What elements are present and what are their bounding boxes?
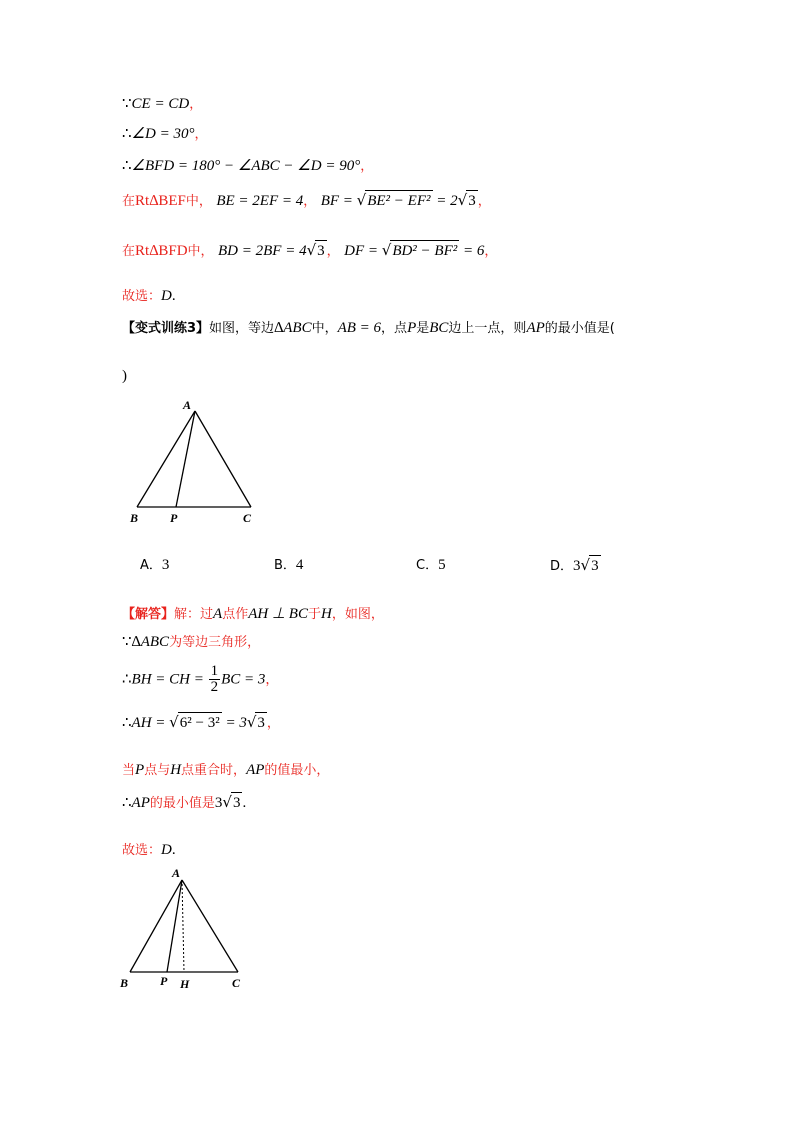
radicand-df: BD² − BF² [390, 240, 459, 261]
line-rt-bfd: 在Rt∆BFD中， BD = 2BF = 4√3 ， DF = √BD² − BF² = 6， [122, 241, 498, 259]
line-rt-bef: 在Rt∆BEF中， BE = 2EF = 4， BF = √BE² − EF² = 2√3 ， [122, 191, 491, 209]
side-ac [182, 880, 238, 972]
eq-angle-d: ∠D = 30° [131, 126, 195, 142]
eq-angle-bfd: ∠BFD = 180° − ∠ABC − ∠D = 90° [131, 158, 361, 174]
label-p: P [170, 511, 178, 525]
option-c[interactable]: C．5 [416, 557, 446, 573]
side-ac [195, 411, 251, 507]
question-tag: 【变式训练3】 [122, 321, 210, 336]
line-angle-bfd: ∴∠BFD = 180° − ∠ABC − ∠D = 90°， [122, 158, 374, 174]
label-b: B [120, 976, 129, 990]
label-a: A [172, 866, 181, 880]
solution-tag: 【解答】 [122, 607, 175, 622]
line-ce-eq-cd: ∵CE = CD， [122, 96, 203, 112]
question-close: ) [122, 368, 127, 384]
solution-line-4: ∴AH = √6² − 3² = 3√3 ， [122, 713, 280, 731]
segment-ap [176, 411, 195, 507]
label-a: A [183, 398, 192, 412]
answer-line-2: 故选：D. [122, 842, 176, 858]
label-p: P [160, 974, 168, 988]
solution-line-1: 【解答】解：过A点作AH ⊥ BC于H，如图， [122, 606, 384, 622]
question-line: 【变式训练3】如图，等边∆ABC中，AB = 6，点P是BC边上一点，则AP的最小值是( [122, 320, 615, 336]
radicand-bf: BE² − EF² [365, 190, 432, 211]
answer-line-1: 故选：D. [122, 288, 176, 304]
eq-ce-cd: CE = CD [131, 96, 190, 112]
solution-line-3: ∴BH = CH = $\frac{1}{2}$ BC = 3， [122, 663, 279, 695]
label-c: C [232, 976, 241, 990]
solution-line-6: ∴AP的最小值是3√3 . [122, 793, 247, 811]
option-d[interactable]: D．3√3 [550, 556, 599, 574]
line-angle-d: ∴∠D = 30°， [122, 126, 208, 142]
figure-triangle-abc [120, 395, 270, 530]
altitude-ah [182, 880, 184, 972]
fraction-one-half: $\frac{1}{2}$ [210, 663, 219, 695]
option-b[interactable]: B．4 [274, 557, 304, 573]
label-c: C [243, 511, 252, 525]
label-b: B [130, 511, 139, 525]
option-a[interactable]: A．3 [140, 557, 170, 573]
side-ab [137, 411, 195, 507]
label-h: H [180, 977, 190, 991]
solution-line-5: 当P点与H点重合时，AP的值最小， [122, 762, 330, 778]
figure-triangle-abc-with-h [110, 862, 270, 997]
solution-line-2: ∵∆ABC为等边三角形， [122, 634, 261, 650]
